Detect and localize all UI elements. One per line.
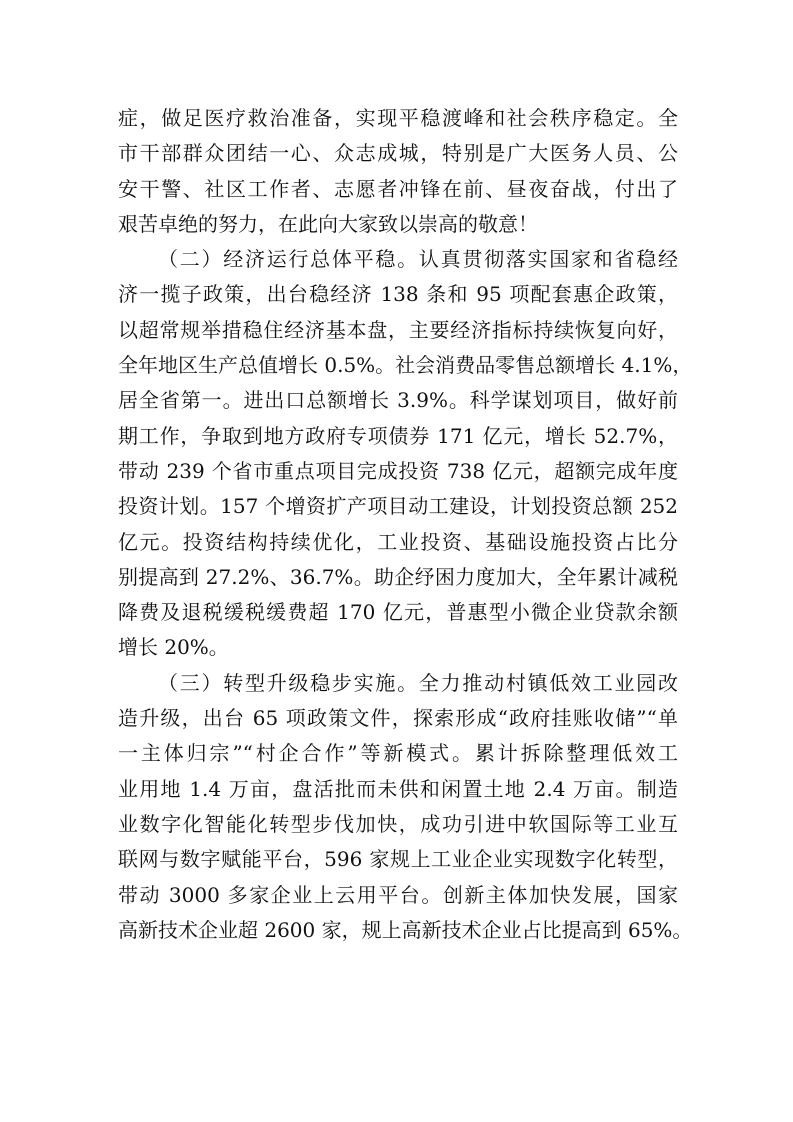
document-page [118,101,693,948]
paragraph-3 [118,666,693,948]
text-line: 市干部群众团结一心、众志成城，特别是广大医务人员、公 [118,141,678,166]
text-line: 别提高到 27.2%、36.7%。助企纾困力度加大，全年累计减税 [118,564,678,589]
text-line: 全年地区生产总值增长 0.5%。社会消费品零售总额增长 4.1%， [118,353,693,378]
text-line: 症，做足医疗救治准备，实现平稳渡峰和社会秩序稳定。全 [118,106,678,130]
text-line: 降费及退税缓税缓费超 170 亿元，普惠型小微企业贷款余额 [118,600,678,625]
text-line: 艰苦卓绝的努力，在此向大家致以崇高的敬意！ [118,211,538,236]
text-line [118,666,678,701]
text-run: 认真贯彻落实国家和省稳经 [418,247,679,272]
text-line: 期工作，争取到地方政府专项债券 171 亿元，增长 52.7%， [118,423,678,448]
text-line: 业数字化智能化转型步伐加快，成功引进中软国际等工业互 [118,811,678,836]
text-line: 造升级，出台 65 项政策文件，探索形成“政府挂账收储”“单 [118,706,678,731]
text-line: 联网与数字赋能平台，596 家规上工业企业实现数字化转型， [118,847,678,872]
text-line [118,242,678,277]
section-heading: （三）转型升级稳步实施。 [158,670,419,695]
text-line: 一主体归宗”“村企合作”等新模式。累计拆除整理低效工 [118,741,678,766]
text-run: 全力推动村镇低效工业园改 [418,670,679,695]
text-line: 亿元。投资结构持续优化，工业投资、基础设施投资占比分 [118,529,678,554]
text-line: 带动 3000 多家企业上云用平台。创新主体加快发展，国家 [118,882,678,907]
text-line: 高新技术企业超 2600 家，规上高新技术企业占比提高到 65%。 [118,917,693,942]
section-heading: （二）经济运行总体平稳。 [158,247,419,272]
text-line: 济一揽子政策，出台稳经济 138 条和 95 项配套惠企政策， [118,282,678,307]
text-line: 安干警、社区工作者、志愿者冲锋在前、昼夜奋战，付出了 [118,176,678,201]
paragraph-1 [118,101,678,242]
text-line: 以超常规举措稳住经济基本盘，主要经济指标持续恢复向好， [118,317,678,342]
text-line: 投资计划。157 个增资扩产项目动工建设，计划投资总额 252 [118,494,678,519]
text-line: 带动 239 个省市重点项目完成投资 738 亿元，超额完成年度 [118,458,678,483]
text-line: 居全省第一。进出口总额增长 3.9%。科学谋划项目，做好前 [118,388,678,413]
text-line: 增长 20%。 [118,635,229,660]
paragraph-2 [118,242,693,666]
text-line: 业用地 1.4 万亩，盘活批而未供和闲置土地 2.4 万亩。制造 [118,776,678,801]
